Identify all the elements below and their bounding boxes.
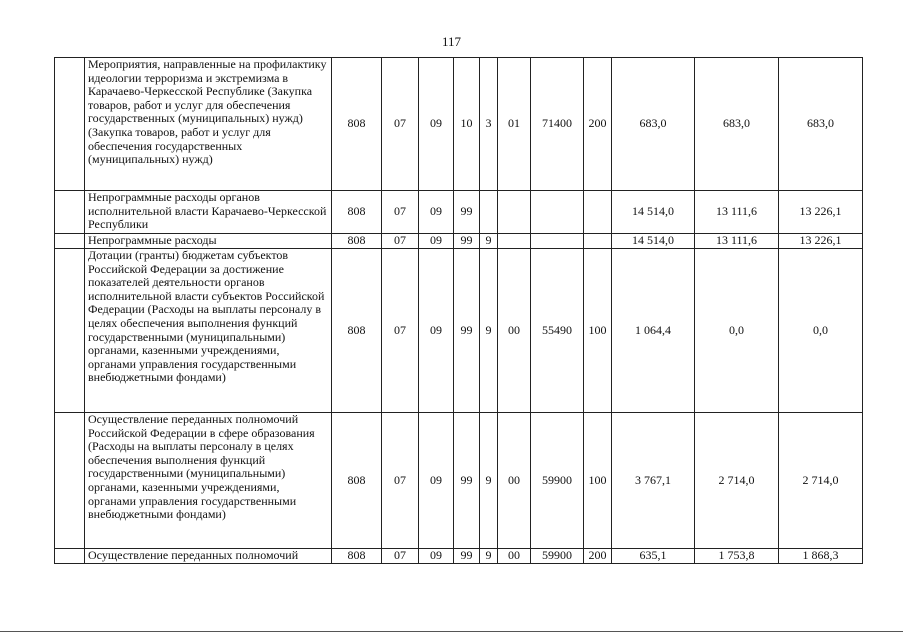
program-code-cell: 99 (454, 549, 480, 564)
direction-code-cell: 55490 (531, 249, 584, 413)
expense-name-cell: Осуществление переданных полномочий (85, 549, 332, 564)
program-code-cell: 99 (454, 413, 480, 549)
program-code-cell: 99 (454, 234, 480, 249)
subprogram-code-cell: 9 (480, 234, 498, 249)
row-number-cell (55, 191, 85, 234)
expense-name-cell: Непрограммные расходы (85, 234, 332, 249)
direction-code-cell (531, 234, 584, 249)
activity-code-cell: 00 (498, 549, 531, 564)
section-code-cell: 07 (382, 413, 419, 549)
subsection-code-cell: 09 (419, 413, 454, 549)
expense-type-code-cell (584, 234, 612, 249)
subsection-code-cell: 09 (419, 234, 454, 249)
amount-year2-cell: 1 753,8 (695, 549, 779, 564)
expense-type-code-cell: 100 (584, 413, 612, 549)
amount-year1-cell: 14 514,0 (612, 191, 695, 234)
table-row (55, 234, 863, 249)
activity-code-cell (498, 234, 531, 249)
amount-year3-cell: 2 714,0 (779, 413, 863, 549)
table-row (55, 191, 863, 234)
amount-year2-cell: 13 111,6 (695, 234, 779, 249)
amount-year2-cell: 0,0 (695, 249, 779, 413)
subsection-code-cell: 09 (419, 58, 454, 191)
ministry-code-cell: 808 (332, 234, 382, 249)
ministry-code-cell: 808 (332, 249, 382, 413)
amount-year2-cell: 13 111,6 (695, 191, 779, 234)
expense-type-code-cell: 100 (584, 249, 612, 413)
ministry-code-cell: 808 (332, 549, 382, 564)
row-number-cell (55, 549, 85, 564)
amount-year3-cell: 683,0 (779, 58, 863, 191)
bottom-divider (0, 631, 903, 632)
amount-year3-cell: 13 226,1 (779, 191, 863, 234)
ministry-code-cell: 808 (332, 191, 382, 234)
expense-name-cell: Дотации (гранты) бюджетам субъектов Российской Федерации за достижение показателей деятельности органов исполнительной власти субъектов Российской Федерации (Расходы на выплаты персоналу в целях обеспечения выполнения функций государственными (муниципальными) органами, казенными учреждениями, органами управления государственными внебюджетными фондами) (85, 249, 332, 413)
program-code-cell: 10 (454, 58, 480, 191)
expense-name-cell: Непрограммные расходы органов исполнительной власти Карачаево-Черкесской Республики (85, 191, 332, 234)
section-code-cell: 07 (382, 234, 419, 249)
subsection-code-cell: 09 (419, 191, 454, 234)
amount-year2-cell: 683,0 (695, 58, 779, 191)
amount-year2-cell: 2 714,0 (695, 413, 779, 549)
direction-code-cell: 59900 (531, 413, 584, 549)
section-code-cell: 07 (382, 58, 419, 191)
page-number: 117 (441, 34, 462, 49)
direction-code-cell: 71400 (531, 58, 584, 191)
subprogram-code-cell: 9 (480, 413, 498, 549)
activity-code-cell (498, 191, 531, 234)
expense-type-code-cell (584, 191, 612, 234)
table-row (55, 413, 863, 549)
activity-code-cell: 00 (498, 413, 531, 549)
row-number-cell (55, 249, 85, 413)
subprogram-code-cell: 9 (480, 549, 498, 564)
direction-code-cell: 59900 (531, 549, 584, 564)
section-code-cell: 07 (382, 191, 419, 234)
expense-type-code-cell: 200 (584, 58, 612, 191)
program-code-cell: 99 (454, 191, 480, 234)
activity-code-cell: 00 (498, 249, 531, 413)
subprogram-code-cell: 3 (480, 58, 498, 191)
row-number-cell (55, 234, 85, 249)
table-row (55, 58, 863, 191)
expense-name-cell: Мероприятия, направленные на профилактику идеологии терроризма и экстремизма в Карачаево-Черкесской Республике (Закупка товаров, работ и услуг для обеспечения государственных (муниципальных) нужд) (Закупка товаров, работ и услуг для обеспечения государственных (муниципальных) нужд) (85, 58, 332, 191)
subsection-code-cell: 09 (419, 549, 454, 564)
amount-year1-cell: 3 767,1 (612, 413, 695, 549)
subprogram-code-cell (480, 191, 498, 234)
amount-year3-cell: 1 868,3 (779, 549, 863, 564)
amount-year1-cell: 683,0 (612, 58, 695, 191)
amount-year1-cell: 635,1 (612, 549, 695, 564)
ministry-code-cell: 808 (332, 413, 382, 549)
table-row (55, 249, 863, 413)
section-code-cell: 07 (382, 549, 419, 564)
amount-year1-cell: 14 514,0 (612, 234, 695, 249)
amount-year3-cell: 13 226,1 (779, 234, 863, 249)
ministry-code-cell: 808 (332, 58, 382, 191)
activity-code-cell: 01 (498, 58, 531, 191)
section-code-cell: 07 (382, 249, 419, 413)
budget-table (54, 57, 863, 564)
program-code-cell: 99 (454, 249, 480, 413)
direction-code-cell (531, 191, 584, 234)
amount-year3-cell: 0,0 (779, 249, 863, 413)
row-number-cell (55, 413, 85, 549)
amount-year1-cell: 1 064,4 (612, 249, 695, 413)
row-number-cell (55, 58, 85, 191)
expense-type-code-cell: 200 (584, 549, 612, 564)
subsection-code-cell: 09 (419, 249, 454, 413)
expense-name-cell: Осуществление переданных полномочий Российской Федерации в сфере образования (Расходы на выплаты персоналу в целях обеспечения выполнения функций государственными (муниципальными) органами, казенными учреждениями, органами управления государственными внебюджетными фондами) (85, 413, 332, 549)
table-row (55, 549, 863, 564)
subprogram-code-cell: 9 (480, 249, 498, 413)
